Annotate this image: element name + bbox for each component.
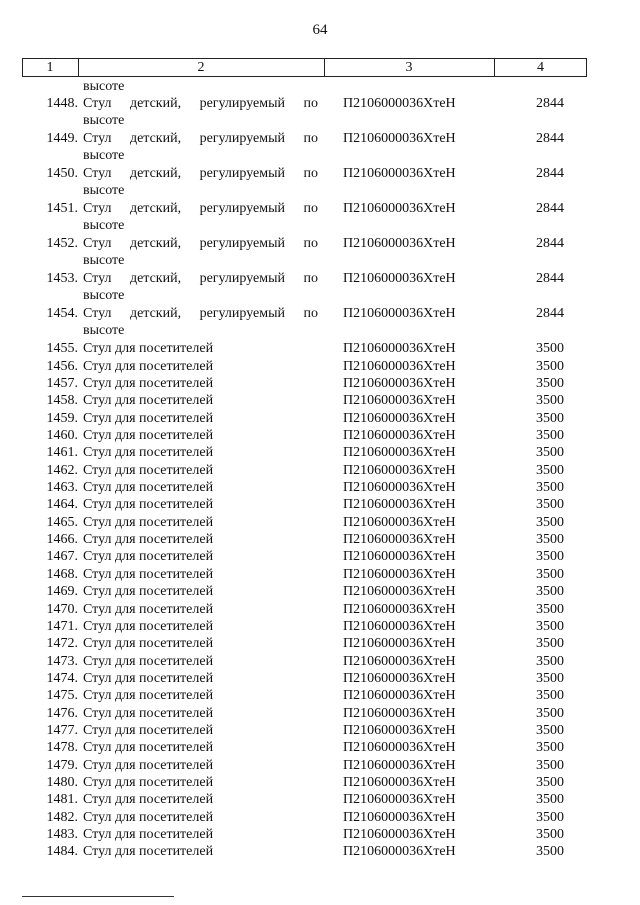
name-word: по	[303, 96, 318, 112]
row-code: П2106000036ХтеН	[343, 670, 456, 686]
row-number: 1472.	[46, 636, 78, 652]
row-name: Стул для посетителей	[83, 462, 214, 478]
row-number: 1453.	[46, 271, 78, 287]
name-word: регулируемый	[199, 131, 285, 147]
table-row	[0, 531, 640, 548]
name-word: регулируемый	[199, 96, 285, 112]
table-row	[0, 739, 640, 756]
header-col-1: 1	[46, 60, 54, 75]
row-number: 1462.	[46, 462, 78, 478]
row-code: П2106000036ХтеН	[343, 688, 456, 704]
row-code: П2106000036ХтеН	[343, 809, 456, 825]
row-value: 3500	[536, 358, 564, 374]
row-number: 1480.	[46, 774, 78, 790]
row-number: 1469.	[46, 584, 78, 600]
table-row	[0, 653, 640, 670]
row-value: 3500	[536, 445, 564, 461]
row-number: 1481.	[46, 792, 78, 808]
name-word: детский,	[129, 166, 182, 182]
row-code: П2106000036ХтеН	[343, 826, 456, 842]
row-number: 1468.	[46, 566, 78, 582]
row-code: П2106000036ХтеН	[343, 844, 456, 860]
row-value: 3500	[536, 410, 564, 426]
table-row	[0, 635, 640, 652]
row-number: 1452.	[46, 236, 78, 252]
row-code: П2106000036ХтеН	[343, 653, 456, 669]
row-name	[83, 305, 318, 322]
row-name	[83, 235, 318, 252]
name-word: по	[303, 306, 318, 322]
row-code: П2106000036ХтеН	[343, 271, 456, 287]
row-value: 3500	[536, 653, 564, 669]
row-value: 2844	[536, 271, 564, 287]
row-number: 1476.	[46, 705, 78, 721]
table-row	[0, 566, 640, 583]
row-name-continuation: высоте	[83, 218, 125, 234]
row-value: 3500	[536, 480, 564, 496]
table-row	[0, 791, 640, 808]
row-value: 2844	[536, 306, 564, 322]
table-row	[0, 165, 640, 200]
row-value: 3500	[536, 618, 564, 634]
row-name-continuation: высоте	[83, 183, 125, 199]
row-code: П2106000036ХтеН	[343, 341, 456, 357]
header-col-3: 3	[405, 60, 413, 75]
row-code: П2106000036ХтеН	[343, 705, 456, 721]
row-code: П2106000036ХтеН	[343, 376, 456, 392]
row-value: 3500	[536, 376, 564, 392]
row-name: Стул для посетителей	[83, 670, 214, 686]
row-name	[83, 270, 318, 287]
table-row	[0, 375, 640, 392]
row-value: 3500	[536, 826, 564, 842]
header-col-4: 4	[537, 60, 544, 75]
row-value: 3500	[536, 601, 564, 617]
row-value: 2844	[536, 131, 564, 147]
name-word: Стул	[83, 271, 112, 287]
row-name: Стул для посетителей	[83, 566, 214, 582]
name-word: регулируемый	[199, 166, 285, 182]
row-name: Стул для посетителей	[83, 584, 214, 600]
table-row	[0, 496, 640, 513]
table-row	[0, 427, 640, 444]
name-word: по	[303, 166, 318, 182]
row-value: 2844	[536, 96, 564, 112]
row-name: Стул для посетителей	[83, 532, 214, 548]
table-row	[0, 200, 640, 235]
row-value: 2844	[536, 201, 564, 217]
row-name: Стул для посетителей	[83, 792, 214, 808]
row-number: 1460.	[46, 428, 78, 444]
row-name-continuation: высоте	[83, 288, 125, 304]
table-row	[0, 270, 640, 305]
row-number: 1456.	[46, 358, 78, 374]
row-value: 3500	[536, 844, 564, 860]
row-value: 3500	[536, 514, 564, 530]
row-number: 1458.	[46, 393, 78, 409]
row-code: П2106000036ХтеН	[343, 757, 456, 773]
name-word: детский,	[129, 306, 182, 322]
row-name-continuation: высоте	[83, 323, 125, 339]
row-value: 3500	[536, 584, 564, 600]
table-row	[0, 95, 640, 130]
row-number: 1470.	[46, 601, 78, 617]
name-word: регулируемый	[199, 306, 285, 322]
row-name: Стул для посетителей	[83, 428, 214, 444]
table-body	[0, 78, 640, 861]
row-code: П2106000036ХтеН	[343, 584, 456, 600]
row-number: 1449.	[46, 131, 78, 147]
row-value: 2844	[536, 166, 564, 182]
name-word: Стул	[83, 131, 112, 147]
row-code: П2106000036ХтеН	[343, 462, 456, 478]
row-code: П2106000036ХтеН	[343, 410, 456, 426]
row-name: Стул для посетителей	[83, 601, 214, 617]
row-name: Стул для посетителей	[83, 653, 214, 669]
row-name: Стул для посетителей	[83, 636, 214, 652]
row-name-continuation: высоте	[83, 253, 125, 269]
name-word: по	[303, 131, 318, 147]
table-row	[0, 514, 640, 531]
row-code: П2106000036ХтеН	[343, 96, 456, 112]
name-word: детский,	[129, 271, 182, 287]
table-row	[0, 583, 640, 600]
name-word: регулируемый	[199, 271, 285, 287]
row-code: П2106000036ХтеН	[343, 306, 456, 322]
table-row	[0, 843, 640, 860]
row-number: 1463.	[46, 480, 78, 496]
row-code: П2106000036ХтеН	[343, 514, 456, 530]
row-name: Стул для посетителей	[83, 722, 214, 738]
row-number: 1483.	[46, 826, 78, 842]
name-word: Стул	[83, 306, 112, 322]
footnote-separator	[22, 896, 174, 897]
table-row	[0, 618, 640, 635]
row-number: 1466.	[46, 532, 78, 548]
table-row	[0, 757, 640, 774]
table-row	[0, 670, 640, 687]
name-word: Стул	[83, 166, 112, 182]
row-value: 3500	[536, 532, 564, 548]
row-name: Стул для посетителей	[83, 341, 214, 357]
row-number: 1484.	[46, 844, 78, 860]
row-code: П2106000036ХтеН	[343, 549, 456, 565]
row-number: 1471.	[46, 618, 78, 634]
row-code: П2106000036ХтеН	[343, 236, 456, 252]
row-number: 1455.	[46, 341, 78, 357]
row-number: 1477.	[46, 722, 78, 738]
row-name: Стул для посетителей	[83, 844, 214, 860]
row-name: Стул для посетителей	[83, 445, 214, 461]
row-code: П2106000036ХтеН	[343, 601, 456, 617]
row-number: 1473.	[46, 653, 78, 669]
row-code: П2106000036ХтеН	[343, 532, 456, 548]
row-code: П2106000036ХтеН	[343, 722, 456, 738]
row-value: 3500	[536, 809, 564, 825]
row-name: Стул для посетителей	[83, 809, 214, 825]
row-name: Стул для посетителей	[83, 705, 214, 721]
row-number: 1467.	[46, 549, 78, 565]
row-value: 3500	[536, 757, 564, 773]
row-value: 3500	[536, 774, 564, 790]
row-number: 1454.	[46, 306, 78, 322]
row-name-continuation: высоте	[83, 113, 125, 129]
row-code: П2106000036ХтеН	[343, 636, 456, 652]
table-row	[0, 479, 640, 496]
table-row	[0, 809, 640, 826]
name-word: детский,	[129, 236, 182, 252]
row-value: 3500	[536, 341, 564, 357]
row-value: 3500	[536, 670, 564, 686]
row-code: П2106000036ХтеН	[343, 131, 456, 147]
row-value: 3500	[536, 566, 564, 582]
row-value: 3500	[536, 636, 564, 652]
row-value: 3500	[536, 497, 564, 513]
table-row	[0, 826, 640, 843]
row-value: 3500	[536, 722, 564, 738]
continuation-row	[0, 78, 640, 95]
name-word: по	[303, 271, 318, 287]
row-value: 2844	[536, 236, 564, 252]
name-word: детский,	[129, 131, 182, 147]
row-code: П2106000036ХтеН	[343, 201, 456, 217]
row-number: 1465.	[46, 514, 78, 530]
table-row	[0, 722, 640, 739]
table-row	[0, 462, 640, 479]
row-name: Стул для посетителей	[83, 393, 214, 409]
table-row	[0, 340, 640, 357]
name-word: детский,	[129, 96, 182, 112]
table-row	[0, 235, 640, 270]
row-name	[83, 95, 318, 112]
row-number: 1450.	[46, 166, 78, 182]
continuation-text: высоте	[83, 79, 125, 94]
table-row	[0, 774, 640, 791]
row-number: 1451.	[46, 201, 78, 217]
row-name: Стул для посетителей	[83, 618, 214, 634]
row-code: П2106000036ХтеН	[343, 740, 456, 756]
row-number: 1457.	[46, 376, 78, 392]
row-value: 3500	[536, 792, 564, 808]
row-name: Стул для посетителей	[83, 549, 214, 565]
row-name	[83, 200, 318, 217]
table-row	[0, 601, 640, 618]
row-name: Стул для посетителей	[83, 358, 214, 374]
name-word: Стул	[83, 96, 112, 112]
row-code: П2106000036ХтеН	[343, 480, 456, 496]
table-row	[0, 687, 640, 704]
row-name: Стул для посетителей	[83, 497, 214, 513]
name-word: по	[303, 236, 318, 252]
table-row	[0, 410, 640, 427]
header-col-2: 2	[197, 60, 205, 75]
row-number: 1464.	[46, 497, 78, 513]
row-value: 3500	[536, 688, 564, 704]
row-code: П2106000036ХтеН	[343, 428, 456, 444]
row-number: 1448.	[46, 96, 78, 112]
table-row	[0, 444, 640, 461]
row-number: 1459.	[46, 410, 78, 426]
row-name-continuation: высоте	[83, 148, 125, 164]
row-number: 1475.	[46, 688, 78, 704]
row-name: Стул для посетителей	[83, 826, 214, 842]
page-number: 64	[312, 22, 328, 38]
row-name: Стул для посетителей	[83, 514, 214, 530]
table-row	[0, 548, 640, 565]
row-number: 1478.	[46, 740, 78, 756]
name-word: Стул	[83, 201, 112, 217]
row-value: 3500	[536, 393, 564, 409]
row-name: Стул для посетителей	[83, 480, 214, 496]
table-row	[0, 358, 640, 375]
row-name: Стул для посетителей	[83, 740, 214, 756]
row-code: П2106000036ХтеН	[343, 393, 456, 409]
table-row	[0, 392, 640, 409]
row-name: Стул для посетителей	[83, 774, 214, 790]
row-value: 3500	[536, 740, 564, 756]
name-word: детский,	[129, 201, 182, 217]
row-code: П2106000036ХтеН	[343, 566, 456, 582]
name-word: регулируемый	[199, 236, 285, 252]
row-name: Стул для посетителей	[83, 688, 214, 704]
row-code: П2106000036ХтеН	[343, 166, 456, 182]
table-header	[22, 58, 587, 77]
table-row	[0, 130, 640, 165]
row-value: 3500	[536, 549, 564, 565]
row-name: Стул для посетителей	[83, 757, 214, 773]
row-code: П2106000036ХтеН	[343, 445, 456, 461]
row-number: 1479.	[46, 757, 78, 773]
row-number: 1461.	[46, 445, 78, 461]
row-value: 3500	[536, 462, 564, 478]
row-name: Стул для посетителей	[83, 410, 214, 426]
name-word: по	[303, 201, 318, 217]
table-row	[0, 705, 640, 722]
row-name	[83, 165, 318, 182]
row-value: 3500	[536, 705, 564, 721]
row-name: Стул для посетителей	[83, 376, 214, 392]
table-row	[0, 305, 640, 340]
row-name	[83, 130, 318, 147]
row-code: П2106000036ХтеН	[343, 774, 456, 790]
row-number: 1482.	[46, 809, 78, 825]
row-code: П2106000036ХтеН	[343, 358, 456, 374]
name-word: регулируемый	[199, 201, 285, 217]
name-word: Стул	[83, 236, 112, 252]
row-value: 3500	[536, 428, 564, 444]
row-code: П2106000036ХтеН	[343, 618, 456, 634]
row-code: П2106000036ХтеН	[343, 497, 456, 513]
row-number: 1474.	[46, 670, 78, 686]
row-code: П2106000036ХтеН	[343, 792, 456, 808]
